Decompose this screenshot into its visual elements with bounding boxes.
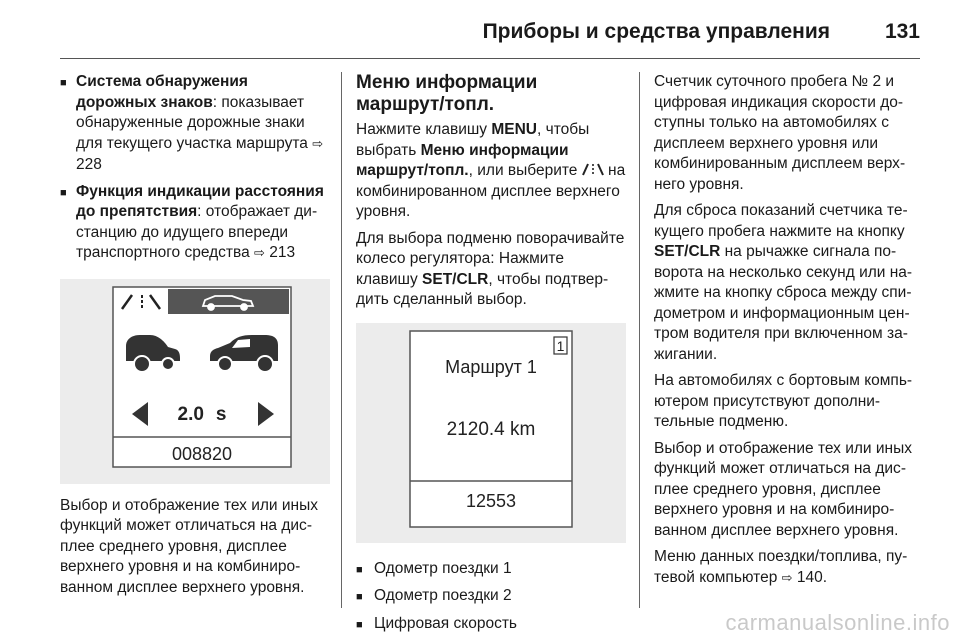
column-right	[654, 72, 922, 595]
list-item: ■ Одометр поездки 1	[356, 559, 626, 581]
page-ref[interactable]: 228	[76, 156, 102, 173]
bullet-square-icon: ■	[356, 591, 363, 603]
trip-distance: 2120.4 km	[446, 418, 536, 440]
paragraph: Нажмите клавишу MENU, чтобы выбрать Меню информации маршрут/топл., или выберите на комбинированном дисплее верхнего уровня.	[356, 121, 626, 220]
menu-label: Меню информации маршрут/топл.	[356, 141, 569, 179]
page-ref[interactable]: 140.	[796, 568, 828, 586]
distance-display-svg	[60, 279, 330, 484]
column-middle	[356, 72, 626, 641]
trip-display-illustration	[356, 323, 626, 543]
road-menu-icon	[582, 163, 604, 176]
item-title: Система обнаружения дорожных знаков	[76, 73, 248, 111]
bullet-square-icon: ■	[356, 618, 363, 631]
page-title: Приборы и средства управления	[482, 20, 830, 43]
item-text: : отображает дистанцию до идущего впереди транспортного средства	[76, 203, 318, 261]
list-item	[60, 182, 330, 265]
watermark: carmanualsonline.info	[725, 610, 950, 635]
trip-number-badge: 1	[556, 337, 565, 354]
paragraph: Для выбора подменю поворачивайте колесо регулятора: Нажмите клавишу SET/CLR, чтобы подтвердить сделанный выбор.	[356, 229, 625, 308]
column-divider	[341, 72, 342, 608]
section-heading: Меню информации маршрут/топл.	[356, 72, 538, 115]
odometer-readout: 12553	[465, 490, 517, 511]
paragraph: Выбор и отображение тех или иных функций может отличаться на дисплее среднего уровня, дисплее верхнего уровня и на комбинированном дисплее верхнего уровня.	[60, 496, 318, 596]
page-ref-arrow-icon: ⇨	[781, 570, 793, 586]
odometer-readout: 008820	[171, 443, 233, 464]
trip-title: Маршрут 1	[445, 356, 537, 377]
paragraph: Счетчик суточного пробега № 2 и цифровая индикация скорости доступны только на автомобилях с дисплеем верхнего уровня или комбинированным дисплеем верхнего уровня.	[654, 73, 906, 193]
column-divider	[639, 72, 640, 608]
page-ref-arrow-icon: ⇨	[312, 136, 324, 152]
page-ref[interactable]: 213	[269, 244, 296, 261]
list-item: ■ Цифровая скорость	[356, 614, 626, 636]
header-rule	[60, 58, 920, 59]
item-title: Функция индикации расстояния до препятствия	[76, 182, 324, 220]
speed-readout: 2.0 s	[177, 403, 227, 425]
paragraph: Меню данных поездки/топлива, путевой компьютер ⇨ 140.	[654, 548, 908, 586]
list-item: ■ Одометр поездки 2	[356, 586, 626, 608]
trip-display-svg	[356, 323, 626, 543]
paragraph: Для сброса показаний счетчика текущего пробега нажмите на кнопку SET/CLR на рычажке сигнала поворота на несколько секунд или нажмите на кнопку сброса между спидометром и информационным центром водителя при включенном зажигании.	[654, 202, 913, 363]
distance-display-illustration	[60, 279, 330, 484]
bullet-square-icon: ■	[60, 77, 67, 89]
page-number: 131	[884, 20, 920, 43]
page-header	[0, 0, 960, 58]
bullet-square-icon: ■	[356, 563, 363, 576]
page-ref-arrow-icon: ⇨	[254, 246, 265, 261]
column-left	[60, 72, 330, 604]
paragraph: На автомобилях с бортовым компьютером присутствуют дополнительные подменю.	[654, 372, 913, 430]
list-item	[60, 72, 330, 176]
bullet-square-icon: ■	[60, 186, 67, 199]
item-text: : показывает обнаруженные дорожные знаки для текущего участка маршрута	[76, 93, 313, 152]
key-label: SET/CLR	[422, 270, 489, 288]
paragraph: Выбор и отображение тех или иных функций может отличаться на дисплее среднего уровня, дисплее верхнего уровня и на комбинированном дисплее верхнего уровня.	[654, 439, 912, 539]
key-label: MENU	[491, 121, 537, 138]
key-label: SET/CLR	[654, 243, 721, 260]
